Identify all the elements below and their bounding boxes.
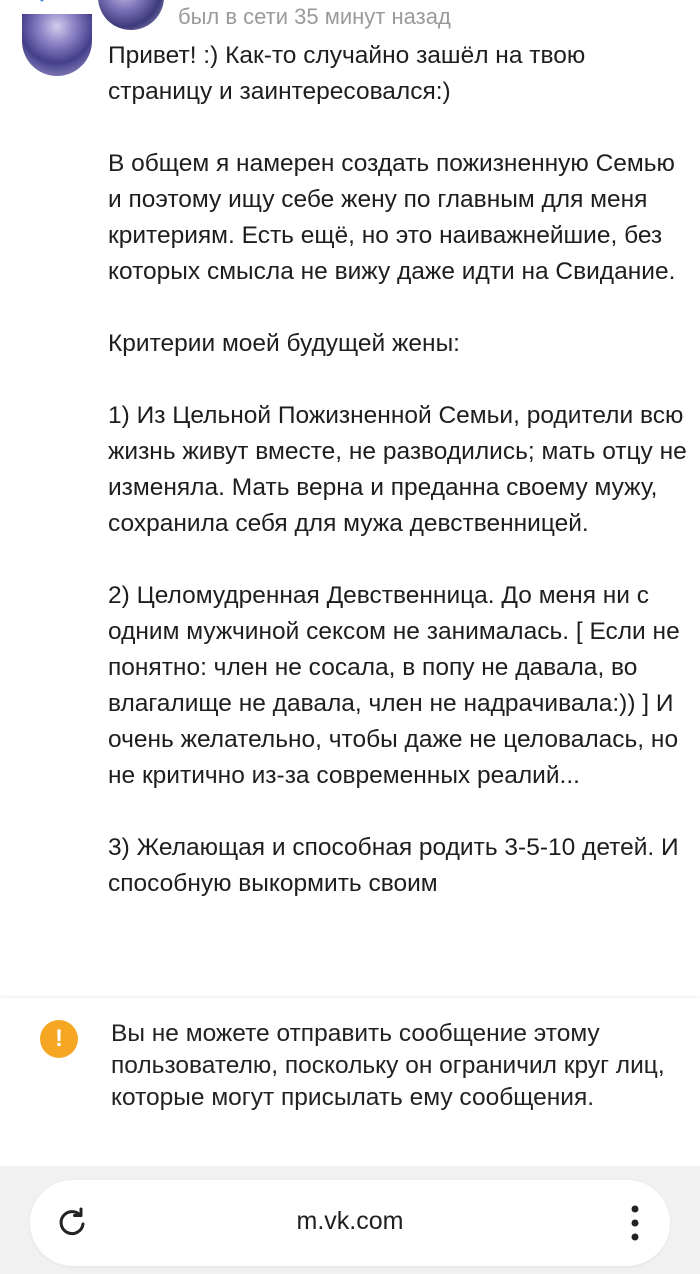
message-paragraph: 3) Желающая и способная родить 3-5-10 детей. И способную выкормить своим [108, 834, 679, 897]
notice-text: Вы не можете отправить сообщение этому пользователю, поскольку он ограничил круг лиц, которые могут присылать ему сообщения. [111, 1020, 665, 1111]
warning-icon: ! [40, 1020, 78, 1058]
message-paragraph: В общем я намерен создать пожизненную Семью и поэтому ищу себе жену по главным для меня критериям. Есть ещё, но это наиважнейшие, без которых смысла не вижу даже идти на Свидание. [108, 150, 676, 285]
url-field[interactable] [30, 1180, 670, 1266]
back-arrow-icon[interactable] [30, 0, 54, 12]
sender-avatar[interactable] [22, 14, 92, 76]
message-paragraph: 2) Целомудренная Девственница. До меня ни с одним мужчиной сексом не занималась. [ Если не понятно: член не сосала, в попу не давала, во влагалище не давала, член не надрачивала:)) ] И очень желательно, чтобы даже не целовалась, но не критично из-за современных реалий... [108, 582, 680, 789]
message-paragraph: 1) Из Цельной Пожизненной Семьи, родители всю жизнь живут вместе, не разводились; мать отцу не изменяла. Мать верна и преданна своему мужу, сохранила себя для мужа девственницей. [108, 402, 687, 537]
browser-menu-icon[interactable] [630, 1204, 640, 1242]
message-body [108, 38, 688, 938]
message-paragraph: Привет! :) Как-то случайно зашёл на твою страницу и заинтересовался:) [108, 42, 586, 105]
last-seen-status: был в сети 35 минут назад [178, 4, 451, 29]
url-text[interactable]: m.vk.com [296, 1207, 404, 1235]
messaging-restricted-notice [0, 998, 700, 1166]
browser-address-bar [0, 1166, 700, 1274]
more-options-icon[interactable] [624, 0, 672, 6]
chat-header [0, 0, 700, 36]
header-avatar[interactable] [98, 0, 164, 30]
message-paragraph: Критерии моей будущей жены: [108, 330, 460, 357]
